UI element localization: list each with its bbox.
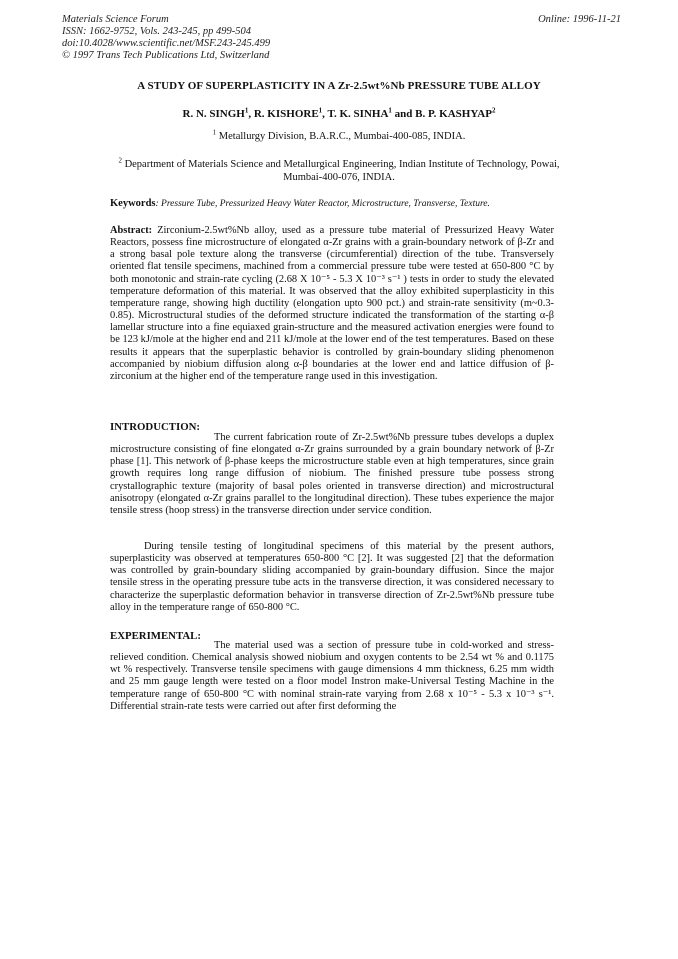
doi-line: doi:10.4028/www.scientific.net/MSF.243-245.499 [62,38,271,49]
keywords [110,198,570,209]
abstract [110,225,554,383]
introduction-paragraph-1: The current fabrication route of Zr-2.5wt%Nb pressure tubes develops a duplex microstructure consisting of fine elongated α-Zr grains surrounded by a grain boundary network of β-Zr phase [1]. This network of β-phase keeps the microstructure stable even at high temperatures, since grain growth requires long range diffusion of niobium. The finished pressure tube possess strong crystallographic texture (majority of basal poles oriented in transverse direction) and microstructural anisotropy (elongated α-Zr grains parallel to the longitudinal direction). These tubes experience the major tensile stress (hoop stress) in the transverse direction under service condition. [110,432,554,516]
author-affiliation-mark: 1 [318,106,323,115]
author-affiliation-mark: 2 [491,106,496,115]
author-affiliation-mark: 1 [244,106,249,115]
paper-title: A STUDY OF SUPERPLASTICITY IN A Zr-2.5wt%Nb PRESSURE TUBE ALLOY [137,80,541,92]
online-date: Online: 1996-11-21 [538,14,621,25]
author-affiliation-mark: 1 [388,106,392,115]
abstract-text: Zirconium-2.5wt%Nb alloy, used as a pressure tube material of Pressurized Heavy Water Reactors, possess fine microstructure of elongated α-Zr grains with a grain-boundary network of β-Zr and a strong basal pole texture along the transverse (circumferential) direction of the tube. Transversely oriented flat tensile specimens, machined from a commercial pressure tube were tested at 650-800 °C by both monotonic and strain-rate cycling (2.68 X 10⁻⁵ - 5.3 X 10⁻³ s⁻¹ ) tests in order to study the elevated temperature deformation of this material. It was observed that the alloy exhibited superplasticity in this temperature range, showing high ductility (elongation upto 900 pct.) and strain-rate sensitivity (m~0.3-0.85). Microstructural studies of the deformed structure indicated the transformation of the starting α-β lamellar structure into a fine equiaxed grain-structure and the measured activation energies were found to be 123 kJ/mole at the higher end and 211 kJ/mole at the lower end of the test temperatures. Based on these results it appears that the superplastic behavior is controlled by grain-boundary sliding phenomenon accompanied by niobium diffusion along α-β boundaries at the lower end and lattice diffusion of β-zirconium at the higher end of the temperature range used in this investigation. [110,225,554,382]
keywords-list: : Pressure Tube, Pressurized Heavy Water Reactor, Microstructure, Transverse, Texture. [155,199,490,209]
author-name: B. P. KASHYAP [415,108,492,120]
affiliation-1: $^1$ Metallurgy Division, B.A.R.C., Mumbai-400-085, INDIA. [212,128,466,142]
author-name: R. N. SINGH [182,108,245,120]
author-list: R. N. SINGH$^1$, R. KISHORE$^1$, T. K. SINHA$^1$ and B. P. KASHYAP$^2$ [182,106,496,120]
affiliation-2: $^2$ Department of Materials Science and Metallurgical Engineering, Indian Institute of Technology, Powai, Mumbai-400-076, INDIA. [118,156,560,183]
section-heading-experimental: EXPERIMENTAL: [110,630,201,642]
introduction-paragraph-2: During tensile testing of longitudinal specimens of this material by the present authors, superplasticity was observed at temperatures 650-800 °C [2]. It was suggested [2] that the deformation was controlled by grain-boundary sliding accompanied by grain-boundary diffusion. Since the major tensile stress in the operating pressure tube acts in the transverse direction, it was considered necessary to characterize the superplastic deformation behavior in transverse direction of Zr-2.5wt%Nb pressure tube alloy in the temperature range of 650-800 °C. [110,541,554,613]
author-name: T. K. SINHA [327,108,389,120]
copyright-line: © 1997 Trans Tech Publications Ltd, Switzerland [62,50,270,61]
issn-line: ISSN: 1662-9752, Vols. 243-245, pp 499-504 [62,26,251,37]
author-name: R. KISHORE [253,108,319,120]
citation-header [62,14,270,62]
abstract-label: Abstract: [110,225,153,236]
experimental-paragraph-1: The material used was a section of pressure tube in cold-worked and stress-relieved condition. Chemical analysis showed niobium and oxygen contents to be 2.54 wt % and 0.1175 wt % respectively. Transverse tensile specimens with gauge dimensions 4 mm thickness, 6.25 mm width and 25 mm gauge length were tested on a floor model Instron make-Universal Testing Machine in the temperature range of 650-800 °C with nominal strain-rate varying from 2.68 x 10⁻⁵ - 5.3 x 10⁻³ s⁻¹. Differential strain-rate tests were carried out after first deforming the [110,640,554,712]
journal-name: Materials Science Forum [62,14,169,25]
section-heading-introduction: INTRODUCTION: [110,421,200,433]
keywords-label: Keywords [110,198,156,209]
